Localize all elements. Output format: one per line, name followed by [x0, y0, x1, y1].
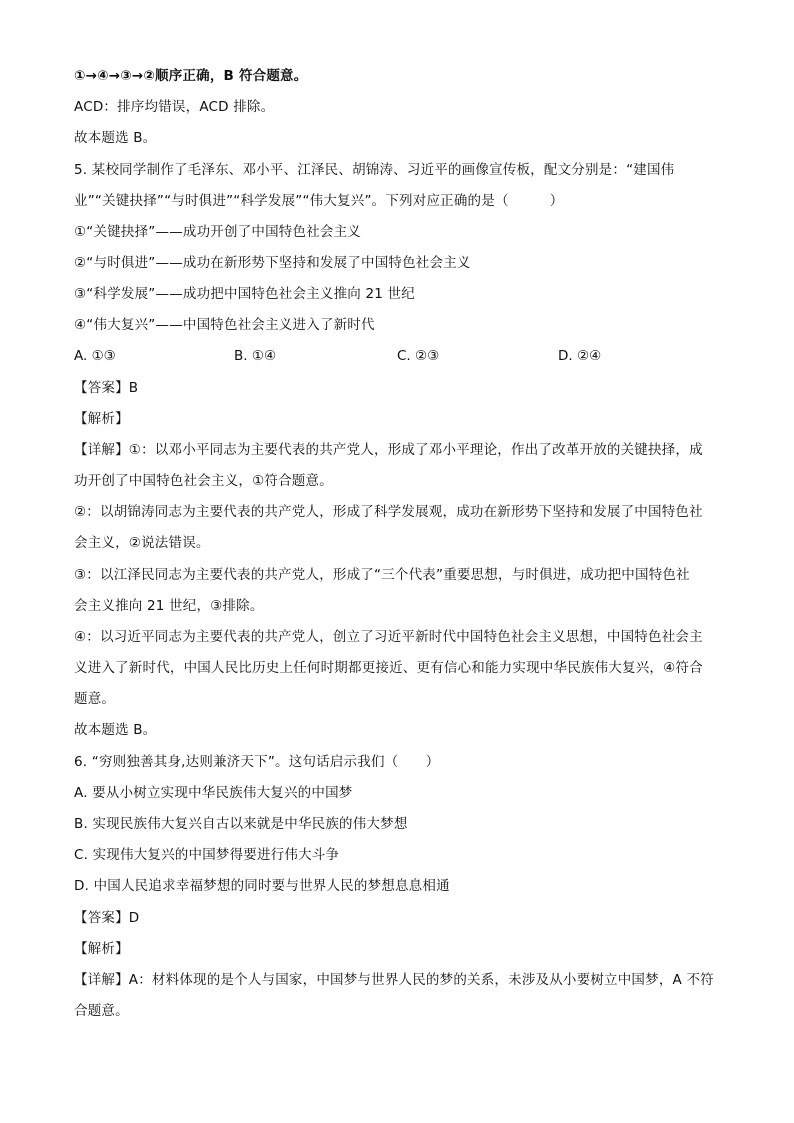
- question-5-options: [74, 347, 724, 365]
- question-5-detail-2-cont: 会主义，②说法错误。: [74, 535, 210, 551]
- text-line-acd-excluded: ACD：排序均错误，ACD 排除。: [74, 99, 275, 115]
- question-5-conclusion: 故本题选 B。: [74, 722, 157, 738]
- question-6-option-a: A. 要从小树立实现中华民族伟大复兴的中国梦: [74, 785, 353, 801]
- question-5-option-c: C. ②③: [397, 348, 440, 364]
- question-5-detail-4: ④：以习近平同志为主要代表的共产党人，创立了习近平新时代中国特色社会主义思想，中国特色社会主: [74, 629, 703, 645]
- question-6-answer: 【答案】D: [74, 910, 140, 926]
- question-5-option-b: B. ①④: [234, 348, 277, 364]
- question-5-detail-3-cont: 会主义推向 21 世纪，③排除。: [74, 598, 264, 614]
- question-5-item-2: ②“与时俱进”——成功在新形势下坚持和发展了中国特色社会主义: [74, 255, 471, 271]
- question-5-analysis-heading: 【解析】: [74, 411, 129, 427]
- question-5-detail-1-cont: 功开创了中国特色社会主义，①符合题意。: [74, 473, 333, 489]
- text-line-conclusion: 故本题选 B。: [74, 130, 157, 146]
- question-5-detail-4-end: 题意。: [74, 691, 116, 707]
- question-5-stem: 5. 某校同学制作了毛泽东、邓小平、江泽民、胡锦涛、习近平的画像宣传板，配文分别是：“建国伟: [74, 162, 675, 178]
- question-5-option-a: A. ①③: [74, 348, 116, 364]
- question-5-detail-3: ③：以江泽民同志为主要代表的共产党人，形成了“三个代表”重要思想，与时俱进，成功把中国特色社: [74, 567, 690, 583]
- question-5-stem-cont: 业”“关键抉择”“与时俱进”“科学发展”“伟大复兴”。下列对应正确的是（ ）: [74, 193, 564, 209]
- question-5-item-1: ①“关键抉择”——成功开创了中国特色社会主义: [74, 224, 361, 240]
- question-6-detail-a: 【详解】A：材料体现的是个人与国家，中国梦与世界人民的梦的关系，未涉及从小要树立中国梦，A 不符: [74, 972, 714, 988]
- text-line-answer-order: ①→④→③→②顺序正确，B 符合题意。: [74, 68, 308, 84]
- question-6-analysis-heading: 【解析】: [74, 941, 129, 957]
- question-5-detail-4-cont: 义进入了新时代，中国人民比历史上任何时期都更接近、更有信心和能力实现中华民族伟大复兴，④符合: [74, 660, 703, 676]
- question-5-detail-1: 【详解】①：以邓小平同志为主要代表的共产党人，形成了邓小平理论，作出了改革开放的关键抉择，成: [74, 442, 703, 458]
- question-6-detail-a-cont: 合题意。: [74, 1003, 129, 1019]
- question-5-item-4: ④“伟大复兴”——中国特色社会主义进入了新时代: [74, 317, 375, 333]
- question-5-answer: 【答案】B: [74, 380, 139, 396]
- question-6-stem: 6. “穷则独善其身,达则兼济天下”。这句话启示我们（ ）: [74, 754, 440, 770]
- question-5-item-3: ③“科学发展”——成功把中国特色社会主义推向 21 世纪: [74, 286, 415, 302]
- question-6-option-d: D. 中国人民追求幸福梦想的同时要与世界人民的梦想息息相通: [74, 878, 450, 894]
- question-5-detail-2: ②：以胡锦涛同志为主要代表的共产党人，形成了科学发展观，成功在新形势下坚持和发展了中国特色社: [74, 504, 703, 520]
- question-6-option-c: C. 实现伟大复兴的中国梦得要进行伟大斗争: [74, 847, 340, 863]
- question-5-option-d: D. ②④: [558, 348, 602, 364]
- question-6-option-b: B. 实现民族伟大复兴自古以来就是中华民族的伟大梦想: [74, 816, 408, 832]
